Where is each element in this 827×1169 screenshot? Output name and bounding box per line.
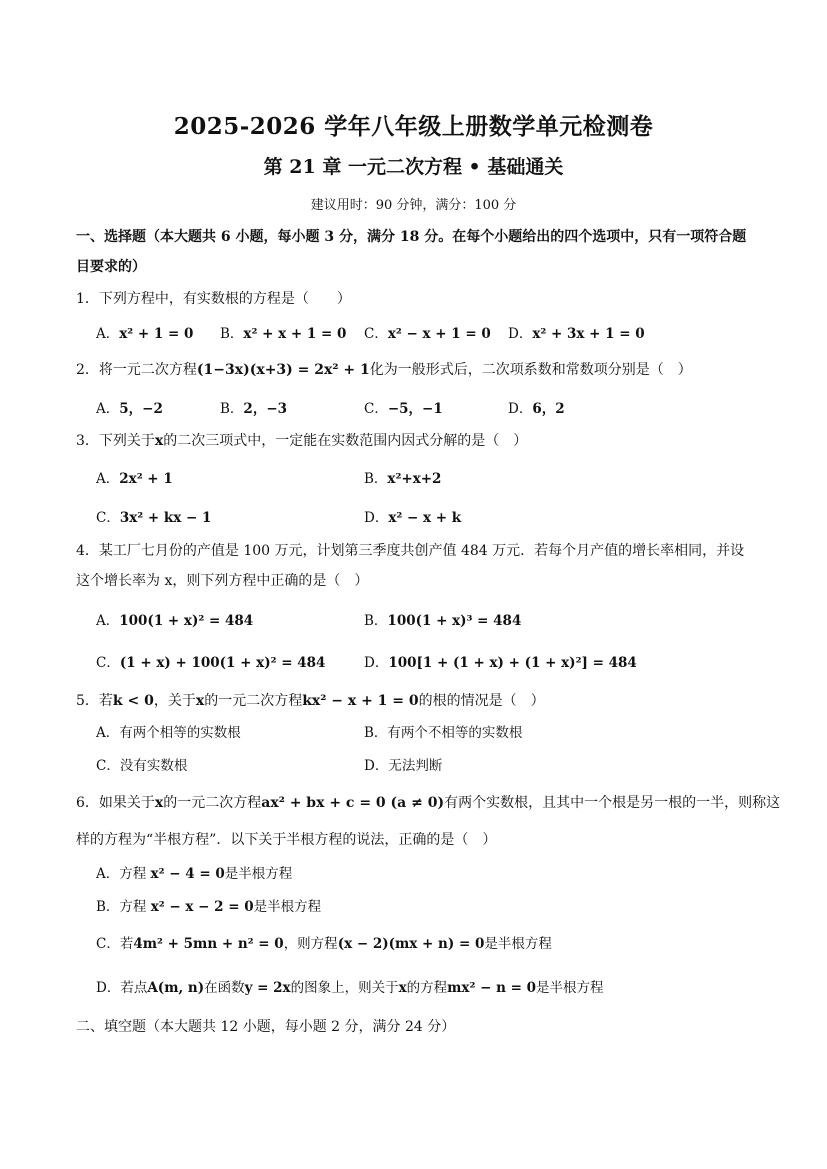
option-label: D． bbox=[364, 510, 389, 526]
option-math: mx² − n = 0 bbox=[447, 980, 537, 996]
question-3-stem bbox=[76, 426, 756, 456]
q4-option-a[interactable] bbox=[96, 610, 253, 632]
q4-option-d[interactable] bbox=[364, 652, 637, 674]
option-math: −5，−1 bbox=[387, 401, 443, 417]
section-1-heading: 一、选择题（本大题共 6 小题，每小题 3 分，满分 18 分。在每个小题给出的四个选项中，只有一项符合题目要求的） bbox=[76, 229, 747, 275]
stem-text: 有两个实数根，且其中一个根是另一根的一半，则称这 bbox=[444, 795, 781, 811]
stem-text: 的一元二次方程 bbox=[163, 795, 262, 811]
stem-text: 2．将一元二次方程 bbox=[76, 362, 197, 378]
option-math: x² + 1 = 0 bbox=[119, 326, 194, 342]
q5-option-a[interactable] bbox=[96, 722, 241, 744]
option-label: A． bbox=[96, 326, 120, 342]
q3-option-d[interactable] bbox=[364, 507, 461, 529]
option-label: B． bbox=[364, 471, 388, 487]
page-title: 2025-2026 学年八年级上册数学单元检测卷 bbox=[173, 113, 654, 140]
option-math: (x − 2)(mx + n) = 0 bbox=[337, 936, 485, 952]
question-1-stem: 1．下列方程中，有实数根的方程是（ ） bbox=[76, 291, 351, 307]
option-label: A． bbox=[96, 401, 120, 417]
option-label: D． bbox=[96, 980, 121, 996]
q5-option-b[interactable] bbox=[364, 722, 522, 744]
option-label: A． bbox=[96, 866, 120, 882]
option-text: 方程 bbox=[119, 899, 151, 915]
q2-option-c[interactable] bbox=[364, 398, 443, 420]
q1-option-d[interactable] bbox=[508, 323, 645, 345]
stem-math: x bbox=[195, 693, 205, 709]
q1-option-b[interactable] bbox=[220, 323, 346, 345]
option-math: 3x² + kx − 1 bbox=[119, 510, 212, 526]
stem-text: 5．若 bbox=[76, 693, 113, 709]
q3-option-b[interactable] bbox=[364, 468, 441, 490]
section-2-heading: 二、填空题（本大题共 12 小题，每小题 2 分，满分 24 分） bbox=[76, 1019, 456, 1035]
stem-math: x bbox=[154, 795, 164, 811]
q2-option-d[interactable] bbox=[508, 398, 565, 420]
option-label: C． bbox=[364, 326, 388, 342]
option-math: y = 2x bbox=[244, 980, 291, 996]
option-text: 在函数 bbox=[204, 980, 245, 996]
option-math: 100(1 + x)³ = 484 bbox=[387, 613, 522, 629]
option-math: x² + x + 1 = 0 bbox=[243, 326, 347, 342]
question-6-stem bbox=[76, 788, 781, 818]
stem-math: kx² − x + 1 = 0 bbox=[302, 693, 419, 709]
stem-text: 的根的情况是（ ） bbox=[418, 693, 545, 709]
option-math: A(m, n) bbox=[147, 980, 205, 996]
option-math: x² − x + 1 = 0 bbox=[387, 326, 491, 342]
q6-option-c[interactable] bbox=[96, 933, 552, 955]
option-math: x² − x − 2 = 0 bbox=[150, 899, 254, 915]
q6-option-d[interactable] bbox=[96, 977, 604, 999]
option-text: 是半根方程 bbox=[253, 899, 322, 915]
stem-math: k < 0 bbox=[112, 693, 154, 709]
option-label: B． bbox=[96, 899, 120, 915]
option-text: ，则方程 bbox=[283, 936, 338, 952]
stem-text: 化为一般形式后，二次项系数和常数项分别是（ ） bbox=[369, 362, 692, 378]
option-math: (1 + x) + 100(1 + x)² = 484 bbox=[119, 655, 326, 671]
option-label: B． bbox=[364, 613, 388, 629]
option-math: x bbox=[398, 980, 407, 996]
option-label: D． bbox=[508, 326, 533, 342]
option-text: 是半根方程 bbox=[224, 866, 293, 882]
chapter-subtitle: 第 21 章 一元二次方程 • 基础通关 bbox=[263, 156, 564, 178]
q4-option-b[interactable] bbox=[364, 610, 521, 632]
option-math: x² + 3x + 1 = 0 bbox=[532, 326, 645, 342]
q3-option-a[interactable] bbox=[96, 468, 173, 490]
option-math: x² − 4 = 0 bbox=[150, 866, 225, 882]
option-label: B． bbox=[220, 326, 244, 342]
q4-option-c[interactable] bbox=[96, 652, 325, 674]
option-text: 方程 bbox=[119, 866, 151, 882]
q1-option-a[interactable] bbox=[96, 323, 193, 345]
option-math: x² − x + k bbox=[388, 510, 462, 526]
q6-option-a[interactable] bbox=[96, 863, 292, 885]
option-text: 是半根方程 bbox=[536, 980, 604, 996]
exam-info: 建议用时：90 分钟，满分：100 分 bbox=[310, 198, 517, 213]
stem-text: 的一元二次方程 bbox=[204, 693, 303, 709]
option-math: 4m² + 5mn + n² = 0 bbox=[133, 936, 284, 952]
option-math: 2，−3 bbox=[243, 401, 288, 417]
option-math: x²+x+2 bbox=[387, 471, 442, 487]
option-label: C． bbox=[96, 655, 120, 671]
stem-math: x bbox=[154, 433, 164, 449]
stem-text: 的二次三项式中，一定能在实数范围内因式分解的是（ ） bbox=[163, 433, 528, 449]
option-text: 是半根方程 bbox=[484, 936, 552, 952]
option-math: 6，2 bbox=[532, 401, 565, 417]
option-label: D． bbox=[364, 655, 389, 671]
stem-math: ax² + bx + c = 0 (a ≠ 0) bbox=[261, 795, 445, 811]
question-4-stem-line2: 这个增长率为 x，则下列方程中正确的是（ ） bbox=[76, 573, 369, 589]
q5-option-c[interactable] bbox=[96, 755, 187, 777]
option-text: 无法判断 bbox=[388, 758, 443, 774]
q1-option-c[interactable] bbox=[364, 323, 491, 345]
q2-option-b[interactable] bbox=[220, 398, 287, 420]
q2-option-a[interactable] bbox=[96, 398, 163, 420]
option-math: 2x² + 1 bbox=[119, 471, 173, 487]
q3-option-c[interactable] bbox=[96, 507, 211, 529]
q5-option-d[interactable] bbox=[364, 755, 442, 777]
option-math: 5，−2 bbox=[119, 401, 163, 417]
stem-text: ，关于 bbox=[153, 693, 196, 709]
question-2-stem bbox=[76, 355, 756, 385]
stem-math: (1−3x)(x+3) = 2x² + 1 bbox=[196, 362, 370, 378]
option-label: B． bbox=[364, 725, 388, 741]
option-text: 没有实数根 bbox=[119, 758, 188, 774]
option-text: 有两个不相等的实数根 bbox=[387, 725, 523, 741]
option-label: D． bbox=[508, 401, 533, 417]
option-text: 有两个相等的实数根 bbox=[119, 725, 241, 741]
option-label: C． bbox=[96, 936, 120, 952]
option-label: B． bbox=[220, 401, 244, 417]
option-label: C． bbox=[96, 510, 120, 526]
option-text: 若 bbox=[119, 936, 134, 952]
option-label: A． bbox=[96, 471, 120, 487]
option-label: A． bbox=[96, 725, 120, 741]
option-text: 的方程 bbox=[406, 980, 448, 996]
option-label: A． bbox=[96, 613, 120, 629]
question-5-stem bbox=[76, 686, 756, 716]
stem-text: 6．如果关于 bbox=[76, 795, 155, 811]
stem-text: 3．下列关于 bbox=[76, 433, 155, 449]
option-label: C． bbox=[364, 401, 388, 417]
option-text: 若点 bbox=[120, 980, 148, 996]
question-4-stem-line1: 4．某工厂七月份的产值是 100 万元，计划第三季度共创产值 484 万元．若每个月产值的增长率相同，并设 bbox=[76, 543, 745, 559]
option-label: D． bbox=[364, 758, 389, 774]
option-text: 的图象上，则关于 bbox=[290, 980, 399, 996]
q6-option-b[interactable] bbox=[96, 896, 321, 918]
option-math: 100(1 + x)² = 484 bbox=[119, 613, 254, 629]
option-label: C． bbox=[96, 758, 120, 774]
question-6-stem-line2: 样的方程为“半根方程”．以下关于半根方程的说法，正确的是（ ） bbox=[76, 832, 497, 848]
option-math: 100[1 + (1 + x) + (1 + x)²] = 484 bbox=[388, 655, 637, 671]
